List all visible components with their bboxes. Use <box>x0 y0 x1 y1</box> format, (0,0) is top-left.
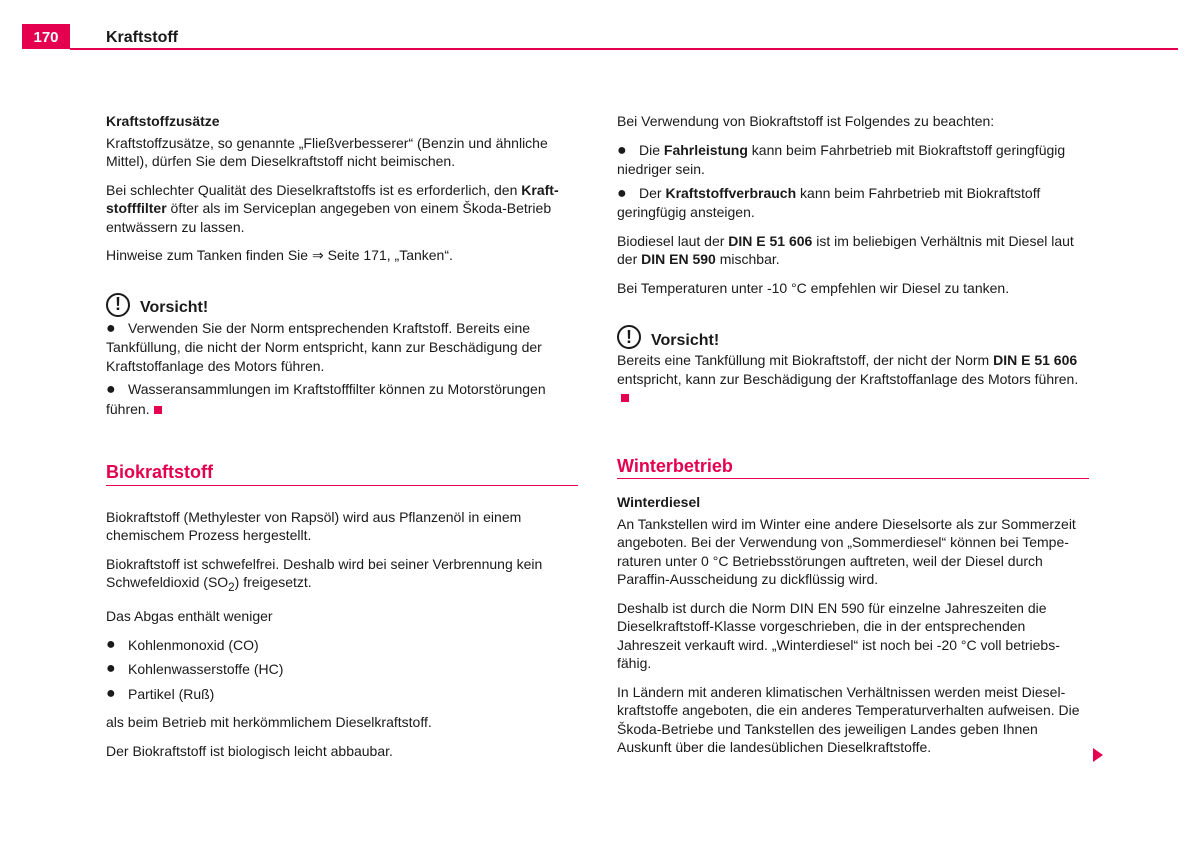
text-span: ist im beliebigen Verhältnis mit Diesel laut der <box>617 232 1074 267</box>
list-item <box>106 660 578 679</box>
winter-paragraph-2: Deshalb ist durch die Norm DIN EN 590 für einzelne Jahreszeiten die Dieselkraftstoff-Klasse vorgeschrieben, die in der entsprechenden Jahreszeit verkauft wird. „Winterdiesel“ ist noch bei -20 °C voll betriebsfähig. <box>617 599 1060 671</box>
caution-bullet-text: Verwenden Sie der Norm entsprechenden Kraftstoff. Bereits eine Tankfüllung, die nicht der Norm entspricht, kann zur Beschädigung der Kraftstoffanlage des Motors führen. <box>106 319 542 374</box>
additives-paragraph-2 <box>106 181 578 237</box>
winter-heading: Winterdiesel <box>617 494 701 510</box>
page-reference-link[interactable]: Seite 171, „Tanken“. <box>323 247 453 263</box>
bio-note-bullet-1 <box>617 141 1089 179</box>
bold-term: Fahrleistung <box>663 141 748 158</box>
bullet-icon: ● <box>106 660 116 678</box>
text-span: kann beim Fahrbetrieb mit Biokraftstoff geringfügig ansteigen. <box>617 184 1041 220</box>
bullet-icon: ● <box>106 635 116 653</box>
bio-note-bullet-2 <box>617 184 1089 222</box>
text-span: Die <box>639 141 664 158</box>
header-rule <box>70 48 1178 50</box>
text-span: Hinweise zum Tanken finden Sie <box>106 247 312 263</box>
bold-term-fuel-filter: Kraftstofffilter <box>106 181 559 216</box>
list-item-text: Kohlenmonoxid (CO) <box>128 636 259 653</box>
caution-bullet-2 <box>106 380 578 418</box>
text-span: Biokraftstoff ist schwefelfrei. Deshalb wird bei seiner Verbrennung kein Schwefeldioxid (SO <box>106 555 543 590</box>
list-item <box>106 636 578 655</box>
text-span: mischbar. <box>715 251 780 267</box>
warning-icon: ! <box>617 325 641 349</box>
bio-paragraph-1: Biokraftstoff (Methylester von Rapsöl) wird aus Pflanzenöl in einem chemischem Prozess hergestellt. <box>106 508 522 543</box>
right-column <box>617 112 1089 767</box>
bio-paragraph-2 <box>106 555 578 598</box>
left-column <box>106 112 578 770</box>
subscript: 2 <box>228 580 235 594</box>
winter-paragraph-3: In Ländern mit anderen klimatischen Verhältnissen werden meist Dieselkraftstoffe angeboten, die ein anderes Temperaturverhalten aufweisen. Die Škoda-Betriebe und Tankstellen des jeweiligen Landes geben Ihnen Auskunft über die landesüblichen Dieselkraftstoffe. <box>617 683 1080 755</box>
caution-heading <box>106 293 578 317</box>
caution-title: Vorsicht! <box>140 299 209 317</box>
caution-bullet-text: Wasseransammlungen im Kraftstofffilter können zu Motorstörungen führen. <box>106 381 546 417</box>
bio-paragraph-3: Das Abgas enthält weniger <box>106 608 273 625</box>
winter-paragraph-1: An Tankstellen wird im Winter eine andere Dieselsorte als zur Sommerzeit angeboten. Bei der Verwendung von „Sommerdiesel“ können bei Temperaturen unter 0 °C Betriebsstörungen auftreten, weil der Diesel durch Paraffin-Ausscheidung zu dickflüssig wird. <box>617 515 1076 587</box>
caution-heading <box>617 325 1089 349</box>
bullet-icon: ● <box>617 184 627 202</box>
bullet-icon: ● <box>106 381 116 398</box>
list-item-text: Partikel (Ruß) <box>128 685 215 702</box>
warning-icon: ! <box>106 293 130 317</box>
list-item <box>106 685 578 704</box>
text-span: kann beim Fahrbetrieb mit Biokraftstoff geringfügig niedriger sein. <box>617 141 1066 177</box>
section-title-biokraftstoff: Biokraftstoff <box>106 463 578 486</box>
list-item-text: Kohlenwasserstoffe (HC) <box>128 661 284 678</box>
bullet-icon: ● <box>106 684 116 702</box>
text-span: Biodiesel laut der <box>617 232 729 249</box>
text-span: ) freigesetzt. <box>234 574 312 590</box>
additives-paragraph-3 <box>106 246 578 265</box>
text-span: Bei schlechter Qualität des Dieselkraftstoffs ist es erforderlich, den <box>106 181 522 198</box>
bold-term: DIN EN 590 <box>641 251 716 267</box>
bold-term: Kraftstoffverbrauch <box>665 184 797 201</box>
next-page-arrow-icon[interactable] <box>1093 748 1103 762</box>
caution-title: Vorsicht! <box>651 331 720 349</box>
page-title: Kraftstoff <box>106 29 178 46</box>
section-end-icon <box>154 406 162 414</box>
text-span: Bereits eine Tankfüllung mit Biokraftstoff, der nicht der Norm <box>617 352 994 368</box>
text-span: öfter als im Serviceplan angegeben von einem Škoda-Betrieb entwässern zu lassen. <box>106 200 552 235</box>
additives-heading: Kraftstoffzusätze <box>106 113 220 129</box>
section-title-winterbetrieb: Winterbetrieb <box>617 457 1089 480</box>
bullet-icon: ● <box>106 319 116 337</box>
bold-term: DIN E 51 606 <box>993 352 1078 368</box>
bullet-icon: ● <box>617 141 627 159</box>
bio-notes-paragraph-2: Bei Temperaturen unter -10 °C empfehlen wir Diesel zu tanken. <box>617 279 1010 296</box>
arrow-right-icon: ⇒ <box>311 247 324 263</box>
additives-paragraph-1: Kraftstoffzusätze, so genannte „Fließverbesserer“ (Benzin und ähnliche Mittel), dürfen Sie dem Dieselkraftstoff nicht beimischen. <box>106 134 548 169</box>
caution-text <box>617 351 1089 407</box>
bold-term: DIN E 51 606 <box>728 232 813 249</box>
text-span: Der <box>639 184 666 201</box>
bio-notes-intro: Bei Verwendung von Biokraftstoff ist Folgendes zu beachten: <box>617 113 995 129</box>
page-number: 170 <box>22 24 70 49</box>
caution-bullet-1 <box>106 319 578 376</box>
bio-paragraph-5: Der Biokraftstoff ist biologisch leicht abbaubar. <box>106 742 393 759</box>
page-header <box>22 24 1178 52</box>
bio-notes-paragraph-1 <box>617 232 1089 269</box>
section-end-icon <box>621 394 629 402</box>
text-span: entspricht, kann zur Beschädigung der Kraftstoffanlage des Motors führen. <box>617 370 1079 387</box>
bio-paragraph-4: als beim Betrieb mit herkömmlichem Dieselkraftstoff. <box>106 714 432 731</box>
